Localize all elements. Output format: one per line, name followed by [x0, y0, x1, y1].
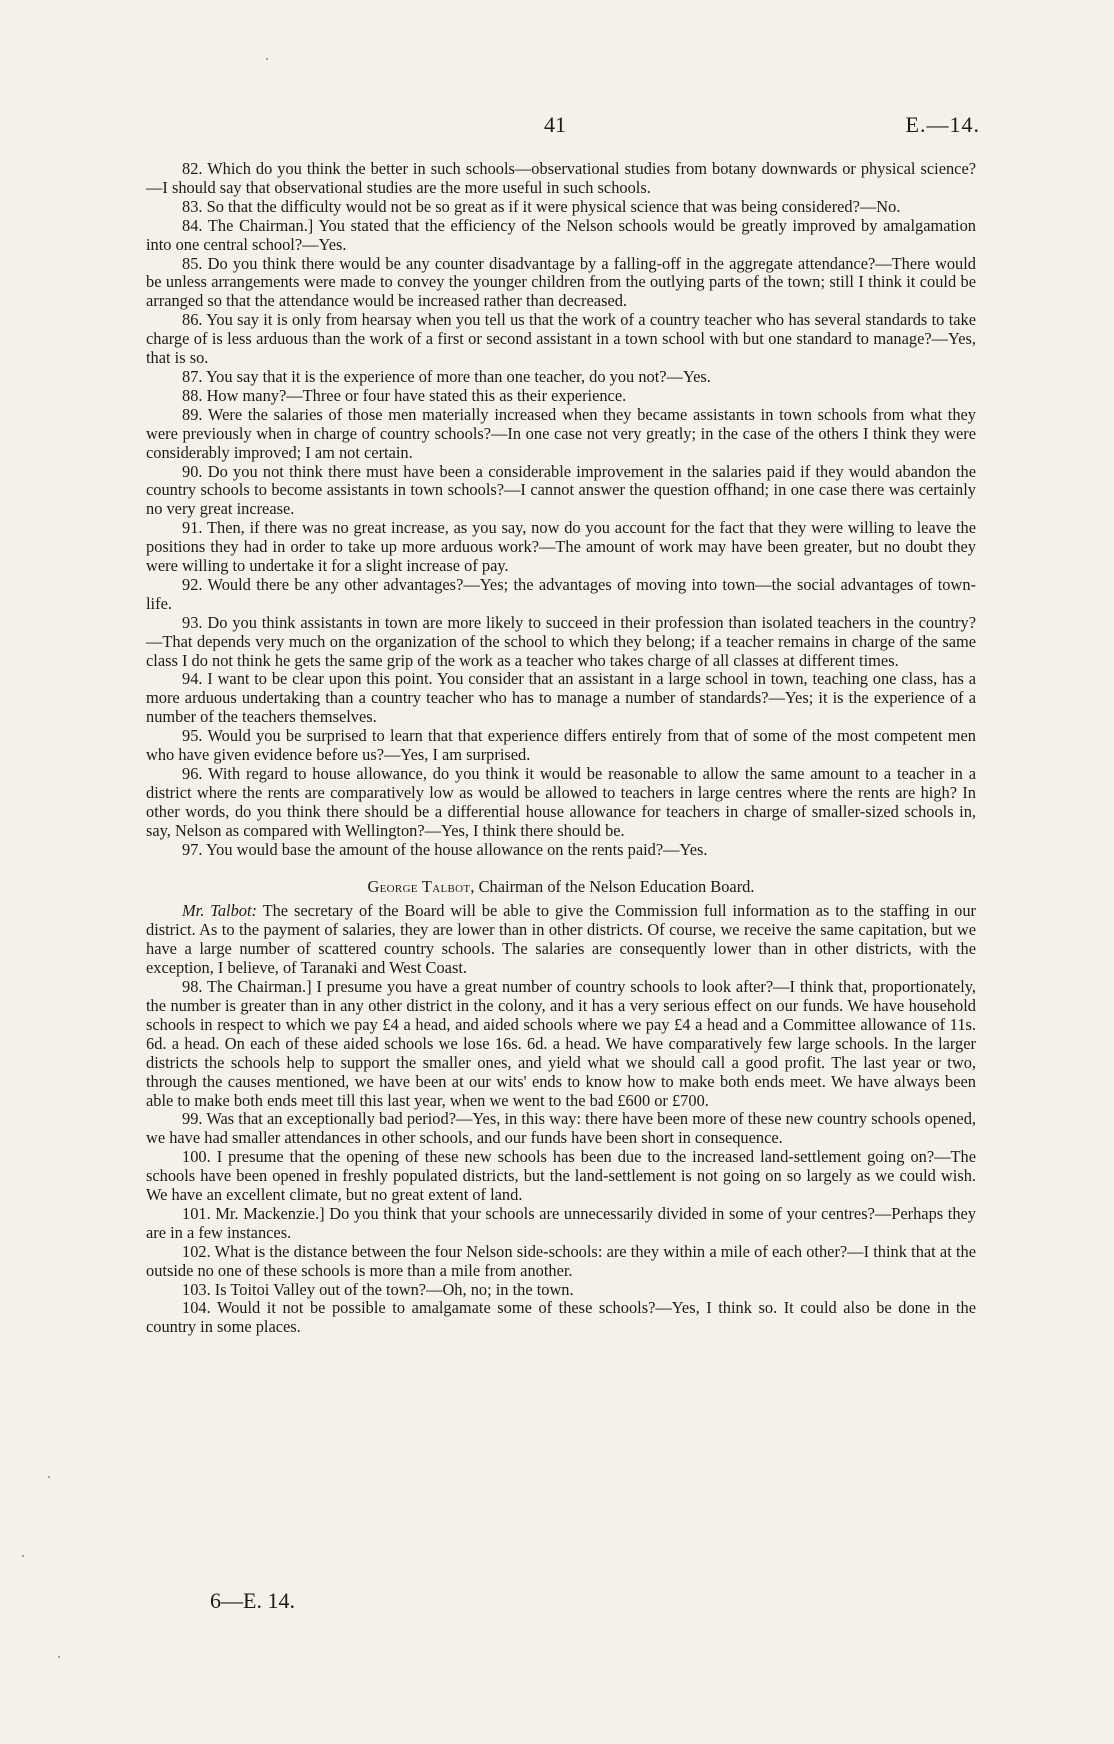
paragraph: 90. Do you not think there must have been a considerable improvement in the salaries paid if they would abandon the country schools to become assistants in town schools?—I cannot answer the question offhand; in one case there was certainly no very great increase.: [146, 461, 976, 519]
paragraph: 96. With regard to house allowance, do you think it would be reasonable to allow the same amount to a teacher in a district where the rents are comparatively low as would be allowed to teachers in large centres where the rents are high? In other words, do you think there should be a differential house allowance for teachers in charge of smaller-sized schools in, say, Nelson as compared with Wellington?—Yes, I think there should be.: [146, 764, 976, 840]
paragraph: 98. The Chairman.] I presume you have a great number of country schools to look after?—I think that, proportionately, the number is greater than in any other district in the colony, and it has a very serious effect on our funds. We have household schools in respect to which we pay £4 a head, and aided schools where we pay £4 a head and a Committee allowance of 11s. 6d. a head. On each of these aided schools we lose 16s. 6d. a head. We have comparatively few large schools. In the larger districts the schools help to support the smaller ones, and yield what we should call a good profit. The last year or two, through the causes mentioned, we have been at our wits' ends to know how to make both ends meet. We have always been able to make both ends meet till this last year, when we went to the bad £600 or £700.: [146, 977, 976, 1110]
paragraph: 87. You say that it is the experience of more than one teacher, do you not?—Yes.: [182, 366, 711, 386]
scan-speck: [266, 58, 268, 60]
paragraph: 95. Would you be surprised to learn that that experience differs entirely from that of some of the most competent men who have given evidence before us?—Yes, I am surprised.: [146, 726, 976, 765]
paragraph: 88. How many?—Three or four have stated this as their experience.: [182, 385, 627, 405]
paragraph: 94. I want to be clear upon this point. You consider that an assistant in a large school in town, teaching one class, has a more arduous undertaking than a country teacher who has to manage a number of standards?—Yes; it is the experience of a number of the teachers themselves.: [146, 669, 976, 727]
paragraph: 103. Is Toitoi Valley out of the town?—Oh, no; in the town.: [182, 1279, 574, 1299]
witness-title: , Chairman of the Nelson Education Board.: [470, 876, 755, 896]
scan-speck: [22, 1555, 24, 1557]
document-reference: E.—14.: [905, 112, 980, 137]
scan-speck: [58, 1656, 60, 1658]
scan-speck: [48, 1476, 50, 1478]
paragraph: 83. So that the difficulty would not be so great as if it were physical science that was being considered?—No.: [182, 196, 901, 216]
paragraph: 99. Was that an exceptionally bad period?—Yes, in this way: there have been more of these new country schools opened, we have had smaller attendances in other schools, and our funds have been short in consequence.: [146, 1109, 976, 1148]
page-body: [146, 160, 976, 1337]
paragraph: 100. I presume that the opening of these new schools has been due to the increased land-settlement going on?—The schools have been opened in freshly populated districts, but the land-settlement is not going on so largely as we could wish. We have an excellent climate, but no great extent of land.: [146, 1147, 976, 1205]
paragraph: 82. Which do you think the better in such schools—observational studies from botany downwards or physical science?—I should say that observational studies are the more useful in such schools.: [146, 159, 976, 197]
paragraph: Mr. Talbot: The secretary of the Board will be able to give the Commission full information as to the staffing in our district. As to the payment of salaries, they are lower than in other districts. Of course, we receive the same capitation, but we have a large number of scattered country schools. The salaries are consequently lower than in other districts, with the exception, I believe, of Taranaki and West Coast.: [146, 901, 976, 978]
paragraph: 91. Then, if there was no great increase, as you say, now do you account for the fact that they were willing to leave the positions they had in order to take up more arduous work?—The amount of work may have been greater, but no doubt they were willing to undertake it for a slight increase of pay.: [146, 518, 976, 576]
paragraph: 92. Would there be any other advantages?—Yes; the advantages of moving into town—the social advantages of town-life.: [146, 574, 976, 613]
paragraph: 89. Were the salaries of those men materially increased when they became assistants in town schools from what they were previously when in charge of country schools?—In one case not very greatly; in the case of the others I think they were considerably improved; I am not certain.: [146, 404, 976, 462]
paragraph: 86. You say it is only from hearsay when you tell us that the work of a country teacher who has several standards to take charge of is less arduous than the work of a first or second assistant in a town school with but one standard to manage?—Yes, that is so.: [146, 310, 976, 368]
paragraph: 84. The Chairman.] You stated that the efficiency of the Nelson schools would be greatly improved by amalgamation into one central school?—Yes.: [146, 215, 976, 254]
page-number: 41: [544, 112, 566, 137]
paragraph: 101. Mr. Mackenzie.] Do you think that your schools are unnecessarily divided in some of your centres?—Perhaps they are in a few instances.: [146, 1203, 976, 1242]
page-header: [0, 112, 1114, 142]
signature-mark: 6—E. 14.: [210, 1588, 295, 1613]
paragraph: 104. Would it not be possible to amalgamate some of these schools?—Yes, I think so. It could also be done in the country in some places.: [146, 1298, 976, 1337]
speaker-label: Mr. Talbot:: [182, 901, 257, 921]
witness-name: George Talbot: [367, 876, 471, 896]
paragraph: 85. Do you think there would be any counter disadvantage by a falling-off in the aggregate attendance?—There would be unless arrangements were made to convey the younger children from the outlying parts of the town; still I think it could be arranged so that the attendance would be increased rather than decreased.: [146, 253, 976, 311]
paragraph: 97. You would base the amount of the house allowance on the rents paid?—Yes.: [182, 839, 708, 859]
paragraph: 102. What is the distance between the four Nelson side-schools: are they within a mile of each other?—I think that at the outside no one of these schools is more than a mile from another.: [146, 1241, 976, 1280]
paragraph: 93. Do you think assistants in town are more likely to succeed in their profession than isolated teachers in the country?—That depends very much on the organization of the school to which they belong; if a teacher remains in charge of the same class I do not think he gets the same grip of the work as a teacher who takes charge of all classes at different times.: [146, 612, 976, 670]
witness-heading: [146, 878, 976, 897]
